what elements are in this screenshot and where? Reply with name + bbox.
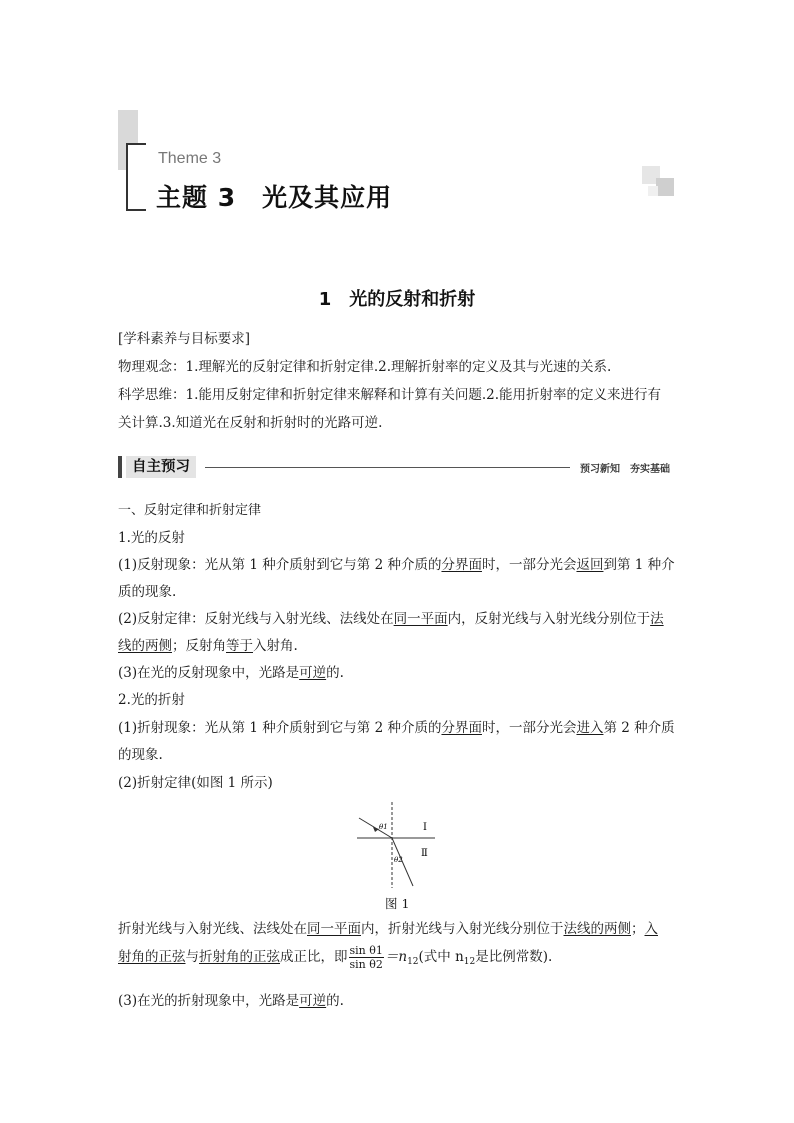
text: (1)折射现象：光从第 1 种介质射到它与第 2 种介质的 bbox=[118, 720, 442, 736]
header-bracket bbox=[126, 143, 146, 211]
banner-tagline: 预习新知 夯实基础 bbox=[580, 464, 670, 475]
text: 的. bbox=[326, 665, 344, 681]
answer: 折射角的正弦 bbox=[199, 949, 280, 965]
paragraph: 质的现象. bbox=[118, 584, 177, 600]
paragraph bbox=[118, 715, 675, 742]
text: (3)在光的折射现象中，光路是 bbox=[118, 993, 300, 1009]
fraction bbox=[349, 944, 384, 971]
fraction-numerator: sin θ1 bbox=[349, 944, 383, 957]
theme-label: Theme 3 bbox=[158, 150, 222, 167]
text: ＝n bbox=[384, 949, 408, 965]
text: 的. bbox=[326, 993, 344, 1009]
theta2-label: θ2 bbox=[394, 856, 403, 864]
goals-line: 科学思维：1.能用反射定律和折射定律来解释和计算有关问题.2.能用折射率的定义来进行有 bbox=[118, 387, 662, 403]
text: (1)反射现象：光从第 1 种介质射到它与第 2 种介质的 bbox=[118, 557, 442, 573]
paragraph bbox=[118, 944, 552, 976]
answer: 法线的两侧 bbox=[563, 921, 631, 937]
decoration-square bbox=[656, 178, 674, 196]
text: 时，一部分光会 bbox=[481, 720, 577, 736]
subheading: 2.光的折射 bbox=[118, 692, 185, 708]
subscript: 12 bbox=[463, 957, 476, 967]
goals-heading: [学科素养与目标要求] bbox=[118, 331, 251, 347]
paragraph bbox=[118, 552, 675, 579]
paragraph: 的现象. bbox=[118, 747, 163, 763]
text: 是比例常数). bbox=[475, 949, 553, 965]
goals-line: 关计算.3.知道光在反射和折射时的光路可逆. bbox=[118, 415, 383, 431]
text: (式中 n bbox=[418, 949, 464, 965]
text: 到第 1 种介 bbox=[603, 557, 675, 573]
paragraph: (2)折射定律(如图 1 所示) bbox=[118, 775, 273, 791]
medium-ii-label: Ⅱ bbox=[421, 848, 428, 859]
text: 成正比，即 bbox=[280, 949, 348, 965]
text: 入射角. bbox=[253, 638, 298, 654]
text: 内，反射光线与入射光线分别位于 bbox=[447, 611, 651, 627]
theta1-label: θ1 bbox=[379, 823, 388, 831]
paragraph bbox=[118, 916, 658, 943]
answer: 同一平面 bbox=[307, 921, 361, 937]
paragraph bbox=[118, 606, 664, 633]
banner-label: 自主预习 bbox=[126, 456, 196, 478]
fraction-denominator: sin θ2 bbox=[349, 958, 383, 971]
text: 时，一部分光会 bbox=[481, 557, 577, 573]
answer: 可逆 bbox=[299, 993, 327, 1009]
answer: 射角的正弦 bbox=[118, 949, 186, 965]
text: 与 bbox=[185, 949, 199, 965]
answer: 等于 bbox=[226, 638, 253, 654]
text: (3)在光的反射现象中，光路是 bbox=[118, 665, 300, 681]
text: 折射光线与入射光线、法线处在 bbox=[118, 921, 307, 937]
text: 第 2 种介质 bbox=[603, 720, 675, 736]
medium-i-label: Ⅰ bbox=[423, 822, 427, 833]
subheading: 1.光的反射 bbox=[118, 530, 185, 546]
text: ； bbox=[631, 921, 645, 937]
refraction-figure bbox=[355, 800, 445, 890]
paragraph bbox=[118, 660, 344, 687]
banner-marker bbox=[118, 456, 122, 478]
answer: 线的两侧 bbox=[118, 638, 172, 654]
answer: 进入 bbox=[576, 720, 604, 736]
answer: 同一平面 bbox=[393, 611, 448, 627]
section-title: 1 光的反射和折射 bbox=[318, 289, 476, 310]
banner-divider bbox=[205, 467, 570, 468]
theme-title: 主题 3 光及其应用 bbox=[156, 183, 393, 212]
subscript: 12 bbox=[407, 957, 419, 967]
answer: 法 bbox=[650, 611, 664, 627]
answer: 分界面 bbox=[441, 720, 482, 736]
text: (2)反射定律：反射光线与入射光线、法线处在 bbox=[118, 611, 394, 627]
paragraph bbox=[118, 988, 344, 1015]
figure-caption: 图 1 bbox=[385, 896, 410, 911]
paragraph bbox=[118, 633, 298, 660]
answer: 分界面 bbox=[441, 557, 482, 573]
answer: 返回 bbox=[576, 557, 604, 573]
text: ；反射角 bbox=[172, 638, 226, 654]
answer: 入 bbox=[644, 921, 658, 937]
text: 内，折射光线与入射光线分别位于 bbox=[361, 921, 564, 937]
decoration-square bbox=[648, 186, 658, 196]
answer: 可逆 bbox=[299, 665, 327, 681]
goals-line: 物理观念：1.理解光的反射定律和折射定律.2.理解折射率的定义及其与光速的关系. bbox=[118, 359, 612, 375]
heading: 一、反射定律和折射定律 bbox=[118, 503, 262, 518]
